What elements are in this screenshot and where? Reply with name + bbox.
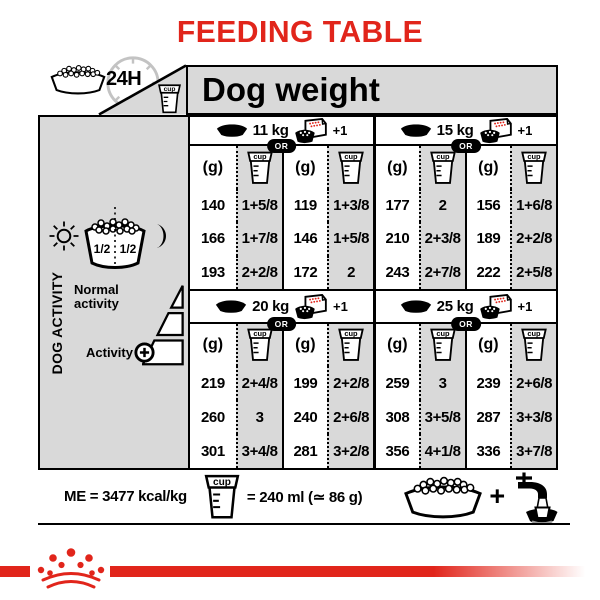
- weight-group-header-11kg: [190, 117, 373, 151]
- weight-label: 11 kg: [252, 122, 289, 139]
- or-badge: OR: [267, 139, 297, 153]
- measuring-cup-icon: [520, 151, 548, 185]
- or-badge: OR: [451, 317, 481, 331]
- g-value: 166: [190, 222, 236, 255]
- measuring-cup-icon: [429, 328, 457, 362]
- cup-value: 1+6/8: [510, 189, 556, 222]
- bowl-pouch-icon: [479, 294, 513, 320]
- weight-group-header-25kg: [373, 291, 556, 329]
- unit-header: (g): [190, 146, 236, 189]
- g-value: 140: [190, 189, 236, 222]
- weight-group-header-15kg: [373, 117, 556, 151]
- weight-label: 15 kg: [436, 122, 474, 139]
- cup-value: 2+6/8: [510, 366, 556, 400]
- cup-value: 3: [236, 400, 282, 434]
- measuring-cup-icon: [203, 474, 241, 520]
- g-value: 308: [373, 400, 419, 434]
- cup-value: 1+7/8: [236, 222, 282, 255]
- cup-value: 2+4/8: [236, 366, 282, 400]
- activity-plus-label: Activity: [86, 345, 133, 360]
- g-value: 243: [373, 256, 419, 289]
- dog-weight-header: [186, 65, 558, 115]
- weight-group-header-20kg: [190, 291, 373, 329]
- footer-strip: [38, 470, 570, 525]
- unit-header: (g): [465, 324, 511, 366]
- cup-header: [327, 146, 373, 189]
- cup-value: 1+3/8: [327, 189, 373, 222]
- cup-value: 3: [419, 366, 465, 400]
- measuring-cup-icon: [337, 328, 365, 362]
- measuring-cup-icon: [246, 151, 274, 185]
- plus-one-label: +1: [332, 123, 348, 138]
- cup-value: 2+3/8: [419, 222, 465, 255]
- g-value: 199: [282, 366, 328, 400]
- g-value: 260: [190, 400, 236, 434]
- unit-header: (g): [190, 324, 236, 366]
- g-value: 119: [282, 189, 328, 222]
- red-band-left: [0, 566, 30, 577]
- plus-circle-icon: [133, 341, 156, 364]
- g-value: 210: [373, 222, 419, 255]
- unit-header: (g): [465, 146, 511, 189]
- or-badge: OR: [451, 139, 481, 153]
- g-value: 240: [282, 400, 328, 434]
- bowl-icon: [400, 300, 432, 313]
- g-value: 336: [465, 434, 511, 468]
- plus-one-label: +1: [517, 123, 533, 138]
- water-tap-icon: [508, 471, 558, 523]
- red-band-right: [110, 566, 600, 577]
- cup-value: 2+2/8: [236, 256, 282, 289]
- g-value: 281: [282, 434, 328, 468]
- table-data-area: [190, 117, 556, 468]
- measuring-cup-icon: [337, 151, 365, 185]
- cup-value: 1+5/8: [327, 222, 373, 255]
- plus-sign: +: [489, 481, 506, 511]
- cup-value: 3+4/8: [236, 434, 282, 468]
- weight-label: 20 kg: [252, 298, 290, 315]
- cup-header: [327, 324, 373, 366]
- measuring-cup-icon: [157, 84, 182, 114]
- g-value: 219: [190, 366, 236, 400]
- cup-value: 3+2/8: [327, 434, 373, 468]
- bowl-icon: [215, 300, 247, 313]
- cup-value: 2+2/8: [510, 222, 556, 255]
- unit-header: (g): [373, 324, 419, 366]
- g-value: 193: [190, 256, 236, 289]
- measuring-cup-icon: [520, 328, 548, 362]
- g-value: 172: [282, 256, 328, 289]
- page-title: FEEDING TABLE: [176, 14, 424, 49]
- bowl-pouch-icon: [294, 294, 328, 320]
- dog-activity-vertical-label: DOG ACTIVITY: [49, 271, 65, 375]
- bowl-icon: [216, 124, 248, 137]
- normal-activity-label: Normal activity: [74, 282, 119, 311]
- me-value: ME = 3477 kcal/kg: [64, 488, 187, 505]
- g-value: 156: [465, 189, 511, 222]
- cup-value: 3+3/8: [510, 400, 556, 434]
- unit-header: (g): [282, 324, 328, 366]
- royal-canin-crown-logo: [34, 546, 108, 590]
- dog-activity-panel: [40, 117, 190, 468]
- plus-one-label: +1: [517, 299, 533, 314]
- half-portions-bowl-icon: [78, 205, 152, 275]
- table-half-bottom: [190, 289, 556, 468]
- g-value: 259: [373, 366, 419, 400]
- feeding-table: [38, 115, 558, 470]
- cup-value: 2: [419, 189, 465, 222]
- cup-header: [510, 146, 556, 189]
- moon-icon: [151, 221, 175, 251]
- plus-one-label: +1: [333, 299, 348, 314]
- cup-value: 2+7/8: [419, 256, 465, 289]
- bowl-pouch-icon: [479, 118, 513, 144]
- cup-value: 3+7/8: [510, 434, 556, 468]
- g-value: 146: [282, 222, 328, 255]
- g-value: 177: [373, 189, 419, 222]
- cup-value: 3+5/8: [419, 400, 465, 434]
- weight-label: 25 kg: [436, 298, 474, 315]
- g-value: 301: [190, 434, 236, 468]
- cup-header: [510, 324, 556, 366]
- g-value: 287: [465, 400, 511, 434]
- bowl-pouch-icon: [294, 118, 328, 144]
- dog-weight-label: Dog weight: [202, 71, 380, 108]
- cup-value: 2+5/8: [510, 256, 556, 289]
- g-value: 356: [373, 434, 419, 468]
- cup-value: 2+2/8: [327, 366, 373, 400]
- kibble-bowl-icon: [49, 63, 107, 95]
- unit-header: (g): [282, 146, 328, 189]
- bowl-icon: [400, 124, 432, 137]
- cup-equivalence: = 240 ml (≃ 86 g): [246, 488, 363, 506]
- cup-value: 1+5/8: [236, 189, 282, 222]
- kibble-bowl-icon: [402, 474, 484, 519]
- g-value: 222: [465, 256, 511, 289]
- g-value: 239: [465, 366, 511, 400]
- cup-value: 2+6/8: [327, 400, 373, 434]
- sun-icon: [48, 220, 80, 252]
- measuring-cup-icon: [429, 151, 457, 185]
- hours-label: 24H: [106, 68, 142, 90]
- cup-value: 2: [327, 256, 373, 289]
- or-badge: OR: [267, 317, 297, 331]
- unit-header: (g): [373, 146, 419, 189]
- measuring-cup-icon: [246, 328, 274, 362]
- table-half-top: [190, 117, 556, 289]
- g-value: 189: [465, 222, 511, 255]
- cup-value: 4+1/8: [419, 434, 465, 468]
